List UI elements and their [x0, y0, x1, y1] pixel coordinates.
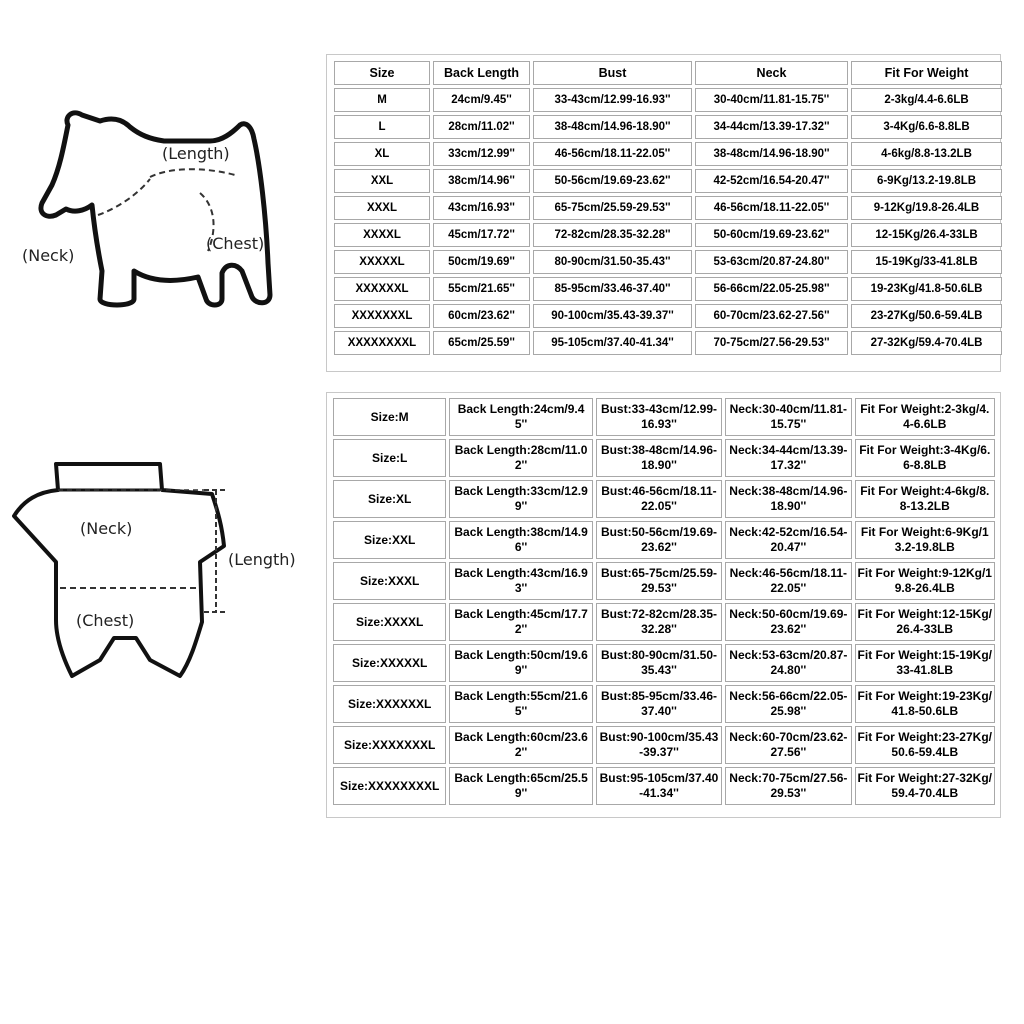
table-row: [334, 142, 1002, 166]
dog-neck-label: (Neck): [22, 246, 75, 265]
cell-back-length: 28cm/11.02'': [433, 115, 530, 139]
cell-size: Size:M: [333, 398, 446, 436]
cell-size: XXXXXXL: [334, 277, 430, 301]
shirt-neck-label: (Neck): [80, 519, 133, 538]
cell-bust: 80-90cm/31.50-35.43'': [533, 250, 692, 274]
cell-neck: Neck:46-56cm/18.11-22.05'': [725, 562, 851, 600]
cell-back-length: Back Length:65cm/25.59'': [449, 767, 592, 805]
cell-neck: Neck:38-48cm/14.96-18.90'': [725, 480, 851, 518]
cell-fit-for-weight: 3-4Kg/6.6-8.8LB: [851, 115, 1002, 139]
cell-fit-for-weight: 12-15Kg/26.4-33LB: [851, 223, 1002, 247]
dog-length-label: (Length): [162, 144, 230, 163]
cell-back-length: Back Length:50cm/19.69'': [449, 644, 592, 682]
size-table-header-row: [334, 61, 1002, 85]
cell-neck: 60-70cm/23.62-27.56'': [695, 304, 848, 328]
cell-neck: Neck:34-44cm/13.39-17.32'': [725, 439, 851, 477]
shirt-measurement-diagram: [0, 450, 320, 690]
cell-bust: 38-48cm/14.96-18.90'': [533, 115, 692, 139]
shirt-chest-label: (Chest): [76, 611, 135, 630]
table-row: [333, 685, 995, 723]
size-table: [331, 58, 1005, 358]
length-dashed-line: [150, 169, 235, 177]
table-row: [334, 196, 1002, 220]
cell-bust: Bust:46-56cm/18.11-22.05'': [596, 480, 722, 518]
header-size: Size: [334, 61, 430, 85]
cell-bust: 90-100cm/35.43-39.37'': [533, 304, 692, 328]
cell-neck: Neck:60-70cm/23.62-27.56'': [725, 726, 851, 764]
header-fit-for-weight: Fit For Weight: [851, 61, 1002, 85]
table-row: [333, 603, 995, 641]
cell-bust: 72-82cm/28.35-32.28'': [533, 223, 692, 247]
cell-neck: 38-48cm/14.96-18.90'': [695, 142, 848, 166]
cell-neck: Neck:70-75cm/27.56-29.53'': [725, 767, 851, 805]
cell-fit-for-weight: Fit For Weight:3-4Kg/6.6-8.8LB: [855, 439, 995, 477]
cell-back-length: Back Length:38cm/14.96'': [449, 521, 592, 559]
cell-neck: 42-52cm/16.54-20.47'': [695, 169, 848, 193]
cell-back-length: 33cm/12.99'': [433, 142, 530, 166]
cell-back-length: Back Length:28cm/11.02'': [449, 439, 592, 477]
dog-chest-label: (Chest): [206, 234, 265, 253]
cell-fit-for-weight: 9-12Kg/19.8-26.4LB: [851, 196, 1002, 220]
table-row: [333, 521, 995, 559]
cell-bust: Bust:95-105cm/37.40-41.34'': [596, 767, 722, 805]
cell-neck: Neck:53-63cm/20.87-24.80'': [725, 644, 851, 682]
cell-size: Size:XXXXXL: [333, 644, 446, 682]
cell-neck: 70-75cm/27.56-29.53'': [695, 331, 848, 355]
table-row: [334, 115, 1002, 139]
cell-bust: 95-105cm/37.40-41.34'': [533, 331, 692, 355]
table-row: [333, 562, 995, 600]
cell-neck: 50-60cm/19.69-23.62'': [695, 223, 848, 247]
cell-size: XXXL: [334, 196, 430, 220]
cell-size: XXXXXXXXL: [334, 331, 430, 355]
shirt-length-dimension: [204, 490, 228, 612]
cell-size: L: [334, 115, 430, 139]
cell-fit-for-weight: 15-19Kg/33-41.8LB: [851, 250, 1002, 274]
table-row: [334, 223, 1002, 247]
cell-size: Size:L: [333, 439, 446, 477]
cell-size: XXL: [334, 169, 430, 193]
cell-size: Size:XXXL: [333, 562, 446, 600]
cell-size: XL: [334, 142, 430, 166]
cell-fit-for-weight: Fit For Weight:19-23Kg/41.8-50.6LB: [855, 685, 995, 723]
table-row: [333, 439, 995, 477]
cell-back-length: 60cm/23.62'': [433, 304, 530, 328]
cell-size: Size:XXXXL: [333, 603, 446, 641]
cell-fit-for-weight: 2-3kg/4.4-6.6LB: [851, 88, 1002, 112]
cell-back-length: Back Length:55cm/21.65'': [449, 685, 592, 723]
cell-bust: 65-75cm/25.59-29.53'': [533, 196, 692, 220]
cell-back-length: 50cm/19.69'': [433, 250, 530, 274]
dog-measurement-diagram: [0, 95, 300, 335]
table-row: [334, 169, 1002, 193]
cell-back-length: Back Length:60cm/23.62'': [449, 726, 592, 764]
cell-size: Size:XXXXXXL: [333, 685, 446, 723]
header-back-length: Back Length: [433, 61, 530, 85]
cell-back-length: Back Length:45cm/17.72'': [449, 603, 592, 641]
cell-bust: Bust:85-95cm/33.46-37.40'': [596, 685, 722, 723]
cell-back-length: 45cm/17.72'': [433, 223, 530, 247]
cell-neck: Neck:56-66cm/22.05-25.98'': [725, 685, 851, 723]
cell-bust: 46-56cm/18.11-22.05'': [533, 142, 692, 166]
size-table-panel: [326, 54, 1001, 372]
cell-size: XXXXXXXL: [334, 304, 430, 328]
cell-bust: Bust:38-48cm/14.96-18.90'': [596, 439, 722, 477]
cell-back-length: 24cm/9.45'': [433, 88, 530, 112]
cell-back-length: 43cm/16.93'': [433, 196, 530, 220]
table-row: [333, 398, 995, 436]
cell-neck: Neck:30-40cm/11.81-15.75'': [725, 398, 851, 436]
cell-back-length: Back Length:24cm/9.45'': [449, 398, 592, 436]
cell-bust: 50-56cm/19.69-23.62'': [533, 169, 692, 193]
cell-size: Size:XXL: [333, 521, 446, 559]
cell-fit-for-weight: 27-32Kg/59.4-70.4LB: [851, 331, 1002, 355]
cell-bust: Bust:50-56cm/19.69-23.62'': [596, 521, 722, 559]
cell-size: M: [334, 88, 430, 112]
cell-bust: Bust:80-90cm/31.50-35.43'': [596, 644, 722, 682]
cell-neck: 34-44cm/13.39-17.32'': [695, 115, 848, 139]
table-row: [333, 726, 995, 764]
table-row: [334, 250, 1002, 274]
cell-fit-for-weight: Fit For Weight:6-9Kg/13.2-19.8LB: [855, 521, 995, 559]
cell-size: Size:XXXXXXXXL: [333, 767, 446, 805]
cell-fit-for-weight: 23-27Kg/50.6-59.4LB: [851, 304, 1002, 328]
shirt-outline: [14, 464, 224, 676]
header-bust: Bust: [533, 61, 692, 85]
table-row: [334, 304, 1002, 328]
table-row: [333, 767, 995, 805]
shirt-length-label: (Length): [228, 550, 296, 569]
table-row: [333, 644, 995, 682]
table-row: [333, 480, 995, 518]
table-row: [334, 277, 1002, 301]
table-row: [334, 331, 1002, 355]
cell-fit-for-weight: Fit For Weight:9-12Kg/19.8-26.4LB: [855, 562, 995, 600]
table-row: [334, 88, 1002, 112]
cell-bust: 33-43cm/12.99-16.93'': [533, 88, 692, 112]
cell-size: XXXXXL: [334, 250, 430, 274]
cell-fit-for-weight: 19-23Kg/41.8-50.6LB: [851, 277, 1002, 301]
cell-neck: Neck:50-60cm/19.69-23.62'': [725, 603, 851, 641]
cell-fit-for-weight: Fit For Weight:2-3kg/4.4-6.6LB: [855, 398, 995, 436]
cell-bust: 85-95cm/33.46-37.40'': [533, 277, 692, 301]
cell-neck: 56-66cm/22.05-25.98'': [695, 277, 848, 301]
cell-neck: Neck:42-52cm/16.54-20.47'': [725, 521, 851, 559]
size-table-labeled: [330, 395, 998, 808]
cell-neck: 53-63cm/20.87-24.80'': [695, 250, 848, 274]
cell-fit-for-weight: 4-6kg/8.8-13.2LB: [851, 142, 1002, 166]
cell-bust: Bust:33-43cm/12.99-16.93'': [596, 398, 722, 436]
cell-size: Size:XXXXXXXL: [333, 726, 446, 764]
cell-fit-for-weight: Fit For Weight:4-6kg/8.8-13.2LB: [855, 480, 995, 518]
cell-back-length: 55cm/21.65'': [433, 277, 530, 301]
cell-size: Size:XL: [333, 480, 446, 518]
cell-bust: Bust:72-82cm/28.35-32.28'': [596, 603, 722, 641]
cell-neck: 46-56cm/18.11-22.05'': [695, 196, 848, 220]
size-table-labeled-panel: [326, 392, 1001, 818]
neck-dashed-line: [98, 179, 150, 215]
cell-back-length: 38cm/14.96'': [433, 169, 530, 193]
cell-size: XXXXL: [334, 223, 430, 247]
cell-fit-for-weight: Fit For Weight:23-27Kg/50.6-59.4LB: [855, 726, 995, 764]
cell-fit-for-weight: Fit For Weight:27-32Kg/59.4-70.4LB: [855, 767, 995, 805]
cell-fit-for-weight: 6-9Kg/13.2-19.8LB: [851, 169, 1002, 193]
cell-back-length: Back Length:43cm/16.93'': [449, 562, 592, 600]
cell-back-length: 65cm/25.59'': [433, 331, 530, 355]
cell-bust: Bust:90-100cm/35.43-39.37'': [596, 726, 722, 764]
cell-neck: 30-40cm/11.81-15.75'': [695, 88, 848, 112]
cell-bust: Bust:65-75cm/25.59-29.53'': [596, 562, 722, 600]
cell-fit-for-weight: Fit For Weight:15-19Kg/33-41.8LB: [855, 644, 995, 682]
header-neck: Neck: [695, 61, 848, 85]
dog-outline: [41, 113, 270, 305]
cell-fit-for-weight: Fit For Weight:12-15Kg/26.4-33LB: [855, 603, 995, 641]
cell-back-length: Back Length:33cm/12.99'': [449, 480, 592, 518]
